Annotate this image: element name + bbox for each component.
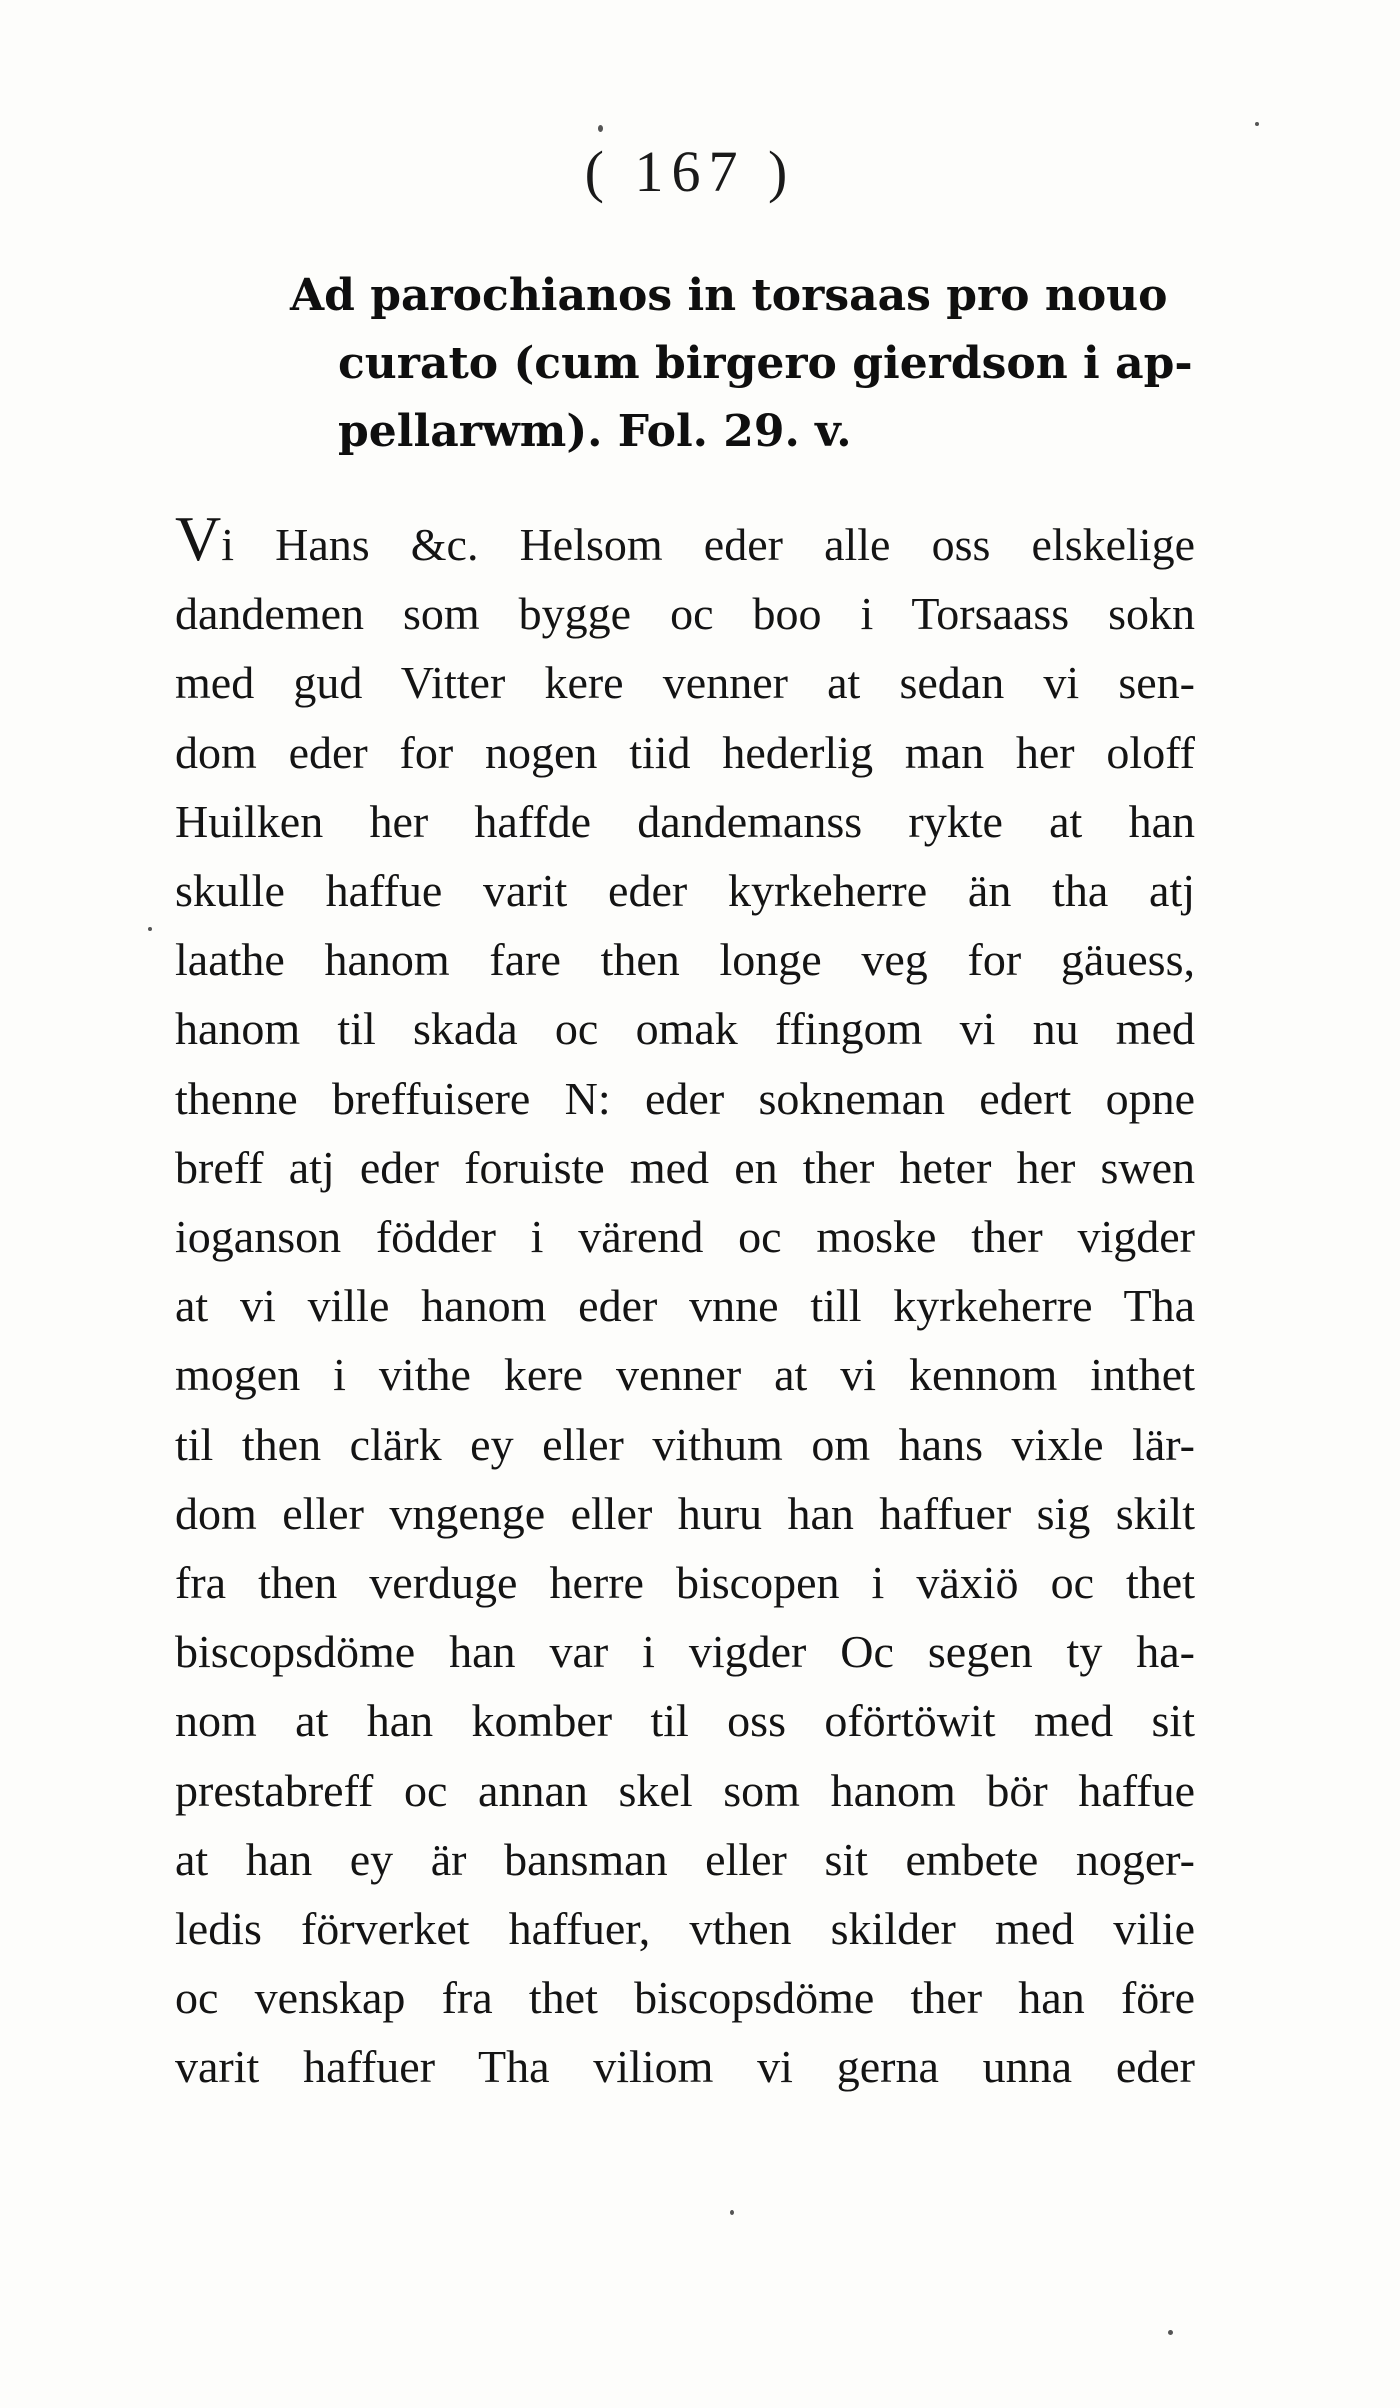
body-line: oc venskap fra thet biscopsdöme ther han före (175, 1972, 1195, 2024)
body-line: mogen i vithe kere venner at vi kennom inthet (175, 1349, 1195, 1401)
body-line: hanom til skada oc omak ffingom vi nu med (175, 1003, 1195, 1055)
body-line: dom eller vngenge eller huru han haffuer sig skilt (175, 1487, 1195, 1539)
letter-body (175, 503, 1195, 2102)
body-line: at vi ville hanom eder vnne till kyrkeherre Tha (175, 1280, 1195, 1332)
ink-speck (148, 927, 152, 931)
heading-line: Ad parochianos in torsaas pro nouo (290, 270, 1168, 321)
page-number: ( 167 ) (584, 139, 796, 204)
body-line: laathe hanom fare then longe veg for gäuess, (175, 934, 1195, 986)
heading-line: curato (cum birgero gierdson i ap- (338, 338, 1193, 389)
initial-letter: V (175, 503, 222, 574)
body-line: Huilken her haffde dandemanss rykte at han (175, 795, 1195, 847)
body-line: skulle haffue varit eder kyrkeherre än tha atj (175, 865, 1195, 917)
body-line: biscopsdöme han var i vigder Oc segen ty ha- (175, 1626, 1195, 1678)
body-line: nom at han komber til oss oförtöwit med sit (175, 1695, 1195, 1747)
body-line: thenne breffuisere N: eder sokneman edert opne (175, 1072, 1195, 1124)
body-line: at han ey är bansman eller sit embete noger- (175, 1833, 1195, 1885)
letter-heading (290, 262, 1220, 466)
body-line: breff atj eder foruiste med en ther heter her swen (175, 1141, 1195, 1193)
body-line: varit haffuer Tha viliom vi gerna unna eder (175, 2041, 1195, 2093)
body-line: ledis förverket haffuer, vthen skilder med vilie (175, 1903, 1195, 1955)
first-line-text: i Hans &c. Helsom eder alle oss elskelige (221, 519, 1195, 570)
ink-speck (598, 125, 603, 132)
body-line: fra then verduge herre biscopen i växiö oc thet (175, 1557, 1195, 1609)
body-line: ioganson födder i värend oc moske ther vigder (175, 1211, 1195, 1263)
ink-speck (1255, 122, 1259, 126)
body-line-first (175, 503, 1195, 579)
ink-speck (1168, 2330, 1173, 2335)
body-line: dandemen som bygge oc boo i Torsaass sokn (175, 588, 1195, 640)
body-line: til then clärk ey eller vithum om hans vixle lär- (175, 1418, 1195, 1470)
heading-line: pellarwm). Fol. 29. v. (338, 406, 852, 457)
body-line: prestabreff oc annan skel som hanom bör haffue (175, 1764, 1195, 1816)
body-line: med gud Vitter kere venner at sedan vi sen- (175, 657, 1195, 709)
ink-speck (730, 2210, 734, 2215)
body-line: dom eder for nogen tiid hederlig man her oloff (175, 726, 1195, 778)
